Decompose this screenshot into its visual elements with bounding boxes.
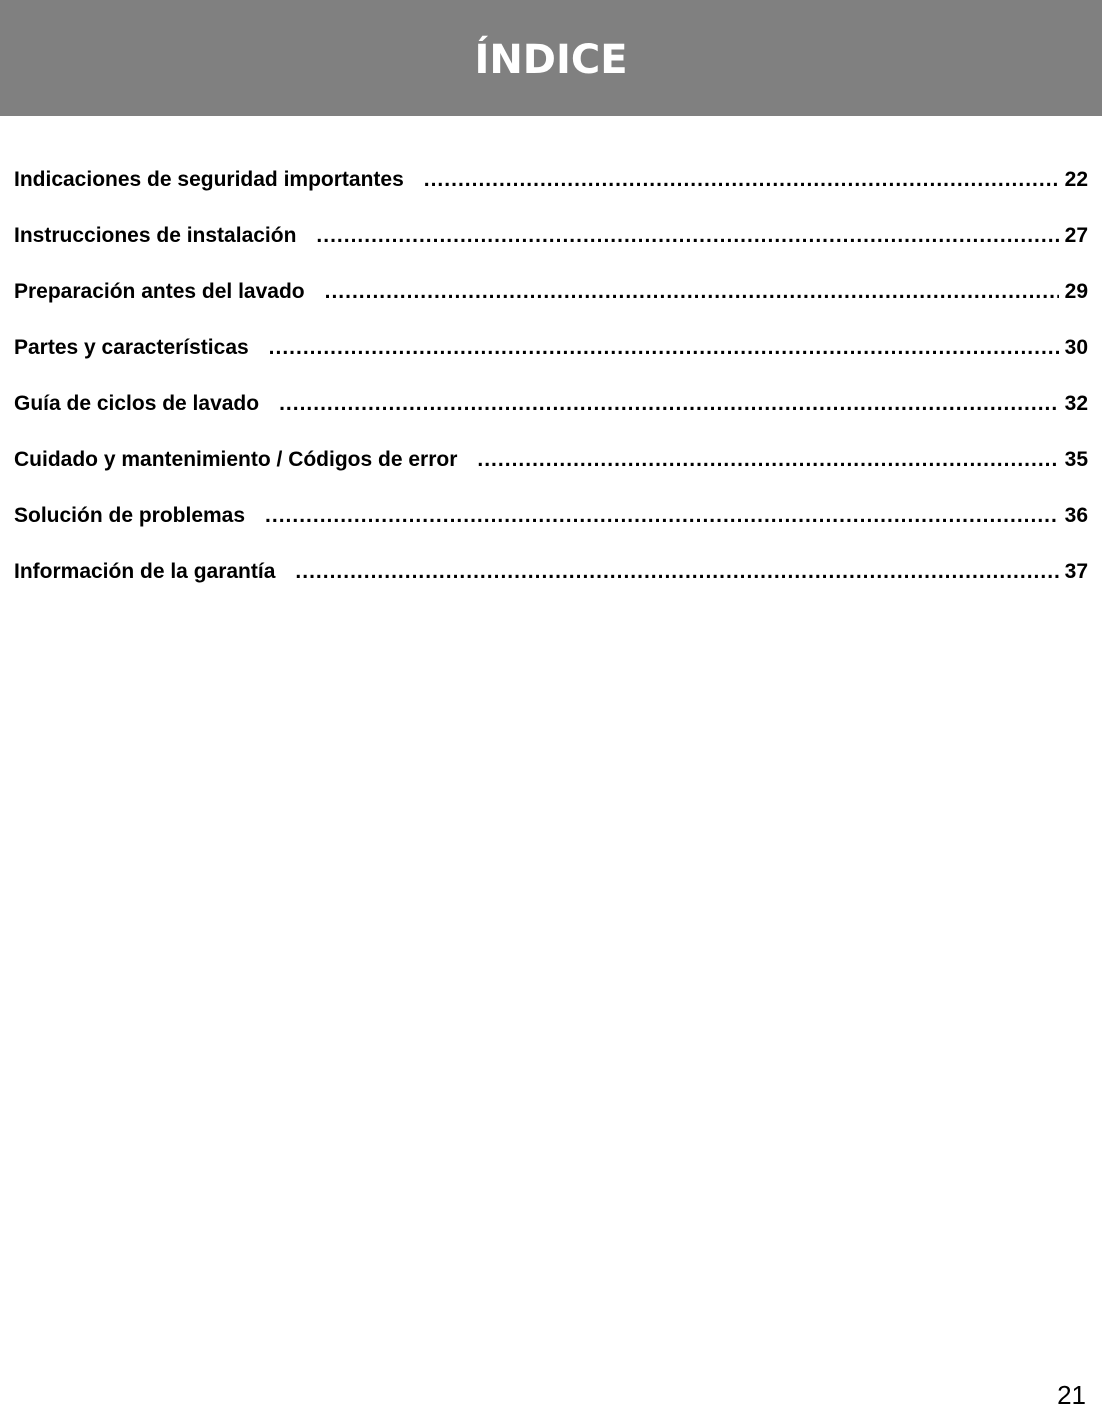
toc-dot-leader <box>265 501 1059 531</box>
toc-entry-label: Solución de problemas <box>14 504 246 527</box>
header-bar <box>0 0 1102 116</box>
toc-entry-page: 30 <box>1064 336 1088 359</box>
toc-entry-label: Información de la garantía <box>14 560 276 583</box>
toc-entry-label: Indicaciones de seguridad importantes <box>14 168 404 191</box>
toc-dot-leader <box>477 445 1058 475</box>
toc-entry-label: Instrucciones de instalación <box>14 224 297 247</box>
toc-dot-leader <box>269 333 1059 363</box>
toc-entry-page: 32 <box>1064 392 1088 415</box>
toc-dot-leader <box>325 277 1059 307</box>
toc-dot-leader <box>316 221 1058 251</box>
toc-entry-page: 36 <box>1064 504 1088 527</box>
toc-entry-warranty[interactable] <box>14 557 1088 613</box>
toc-entry-label: Preparación antes del lavado <box>14 280 305 303</box>
toc-entry-label: Guía de ciclos de lavado <box>14 392 260 415</box>
toc-entry-care[interactable] <box>14 445 1088 501</box>
page-number: 21 <box>1057 1380 1086 1410</box>
toc-entry-page: 35 <box>1064 448 1088 471</box>
toc-dot-leader <box>424 165 1059 195</box>
toc-entry-page: 29 <box>1064 280 1088 303</box>
toc-entry-safety[interactable] <box>14 165 1088 221</box>
table-of-contents <box>14 165 1088 613</box>
toc-entry-parts[interactable] <box>14 333 1088 389</box>
toc-entry-page: 27 <box>1064 224 1088 247</box>
toc-dot-leader <box>279 389 1059 419</box>
toc-dot-leader <box>295 557 1058 587</box>
toc-entry-label: Cuidado y mantenimiento / Códigos de error <box>14 448 458 471</box>
toc-entry-preparation[interactable] <box>14 277 1088 333</box>
toc-entry-page: 22 <box>1064 168 1088 191</box>
toc-entry-page: 37 <box>1064 560 1088 583</box>
toc-entry-cycles[interactable] <box>14 389 1088 445</box>
toc-entry-installation[interactable] <box>14 221 1088 277</box>
toc-entry-troubleshooting[interactable] <box>14 501 1088 557</box>
toc-entry-label: Partes y características <box>14 336 249 359</box>
page-title: ÍNDICE <box>474 37 628 83</box>
